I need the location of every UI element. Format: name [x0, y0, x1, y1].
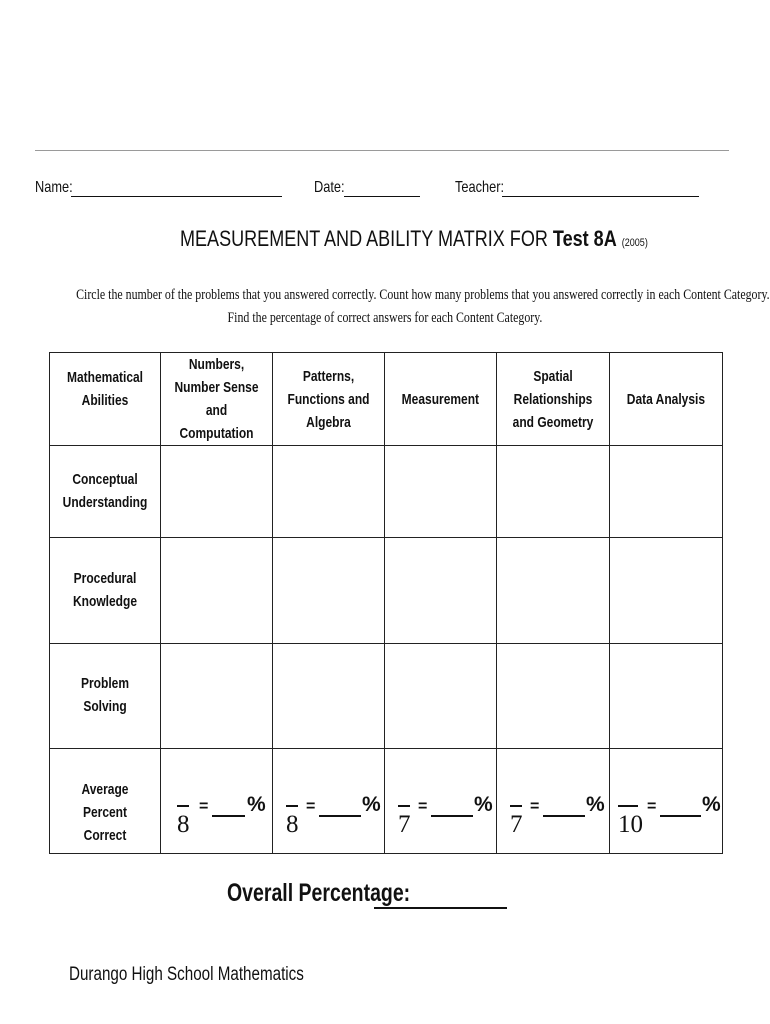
matrix-cell[interactable]: [385, 446, 497, 538]
matrix-cell[interactable]: [610, 446, 723, 538]
matrix-cell[interactable]: [497, 538, 610, 644]
corner-header: Mathematical Abilities: [50, 353, 161, 446]
fraction-blank[interactable]: [510, 805, 522, 807]
matrix-cell[interactable]: [273, 538, 385, 644]
teacher-label: Teacher:: [455, 179, 505, 196]
matrix-cell[interactable]: [497, 644, 610, 749]
matrix-cell[interactable]: [385, 538, 497, 644]
row-label: Procedural Knowledge: [50, 538, 161, 644]
header-row: [50, 353, 723, 446]
matrix-cell[interactable]: [273, 446, 385, 538]
row-label: Conceptual Understanding: [50, 446, 161, 538]
percent-blank[interactable]: [431, 815, 473, 817]
teacher-field[interactable]: [455, 179, 699, 199]
matrix-cell[interactable]: [497, 446, 610, 538]
column-header: Numbers, Number Sense and Computation: [161, 353, 273, 446]
name-field[interactable]: [35, 179, 282, 199]
overall-blank[interactable]: [374, 907, 507, 909]
matrix-cell[interactable]: [610, 538, 723, 644]
top-divider: [35, 150, 729, 151]
percent-blank[interactable]: [660, 815, 701, 817]
matrix-cell[interactable]: [161, 644, 273, 749]
row-label: Problem Solving: [50, 644, 161, 749]
fraction-blank[interactable]: [398, 805, 410, 807]
overall-label: Overall Percentage:: [227, 879, 411, 907]
equals-sign: =: [647, 798, 657, 815]
matrix-cell[interactable]: [161, 538, 273, 644]
column-header: Measurement: [385, 353, 497, 446]
denominator: 7: [398, 811, 411, 838]
percent-blank[interactable]: [543, 815, 585, 817]
matrix-cell[interactable]: [273, 644, 385, 749]
fraction-blank[interactable]: [618, 805, 638, 807]
percent-sign: %: [474, 793, 493, 816]
equals-sign: =: [418, 798, 428, 815]
column-header: Spatial Relationships and Geometry: [497, 353, 610, 446]
average-cell[interactable]: [497, 749, 610, 854]
matrix-cell[interactable]: [385, 644, 497, 749]
instructions-line-1: Circle the number of the problems that you answered correctly. Count how many problems that you answered correctly in each Content Category.: [76, 287, 770, 303]
percent-blank[interactable]: [212, 815, 245, 817]
name-blank[interactable]: [71, 180, 282, 197]
title-year: (2005): [621, 237, 648, 249]
title-test: Test 8A: [552, 226, 617, 251]
percent-sign: %: [702, 793, 721, 816]
matrix-cell[interactable]: [610, 644, 723, 749]
name-label: Name:: [35, 179, 73, 196]
table-row: [50, 446, 723, 538]
footer-text: Durango High School Mathematics: [69, 964, 304, 985]
ability-matrix-table: [49, 352, 723, 854]
page-title: [180, 226, 648, 252]
table-row: [50, 538, 723, 644]
table-row: [50, 644, 723, 749]
denominator: 7: [510, 811, 523, 838]
matrix-cell[interactable]: [161, 446, 273, 538]
percent-sign: %: [247, 793, 266, 816]
equals-sign: =: [306, 798, 316, 815]
percent-sign: %: [362, 793, 381, 816]
date-blank[interactable]: [344, 180, 420, 197]
title-main: MEASUREMENT AND ABILITY MATRIX FOR: [180, 226, 553, 251]
date-label: Date:: [314, 179, 345, 196]
denominator: 8: [177, 811, 190, 838]
instructions-line-2: Find the percentage of correct answers for each Content Category.: [227, 310, 543, 326]
overall-percentage: [227, 879, 462, 908]
equals-sign: =: [530, 798, 540, 815]
column-header: Patterns, Functions and Algebra: [273, 353, 385, 446]
fraction-blank[interactable]: [177, 805, 189, 807]
percent-blank[interactable]: [319, 815, 361, 817]
average-row: [50, 749, 723, 854]
average-cell[interactable]: [161, 749, 273, 854]
equals-sign: =: [199, 798, 209, 815]
average-cell[interactable]: [273, 749, 385, 854]
denominator: 10: [618, 811, 643, 838]
column-header: Data Analysis: [610, 353, 723, 446]
average-cell[interactable]: [385, 749, 497, 854]
fraction-blank[interactable]: [286, 805, 298, 807]
row-label: Average Percent Correct: [50, 749, 161, 854]
teacher-blank[interactable]: [502, 180, 699, 197]
average-cell[interactable]: [610, 749, 723, 854]
date-field[interactable]: [314, 179, 420, 199]
denominator: 8: [286, 811, 299, 838]
percent-sign: %: [586, 793, 605, 816]
